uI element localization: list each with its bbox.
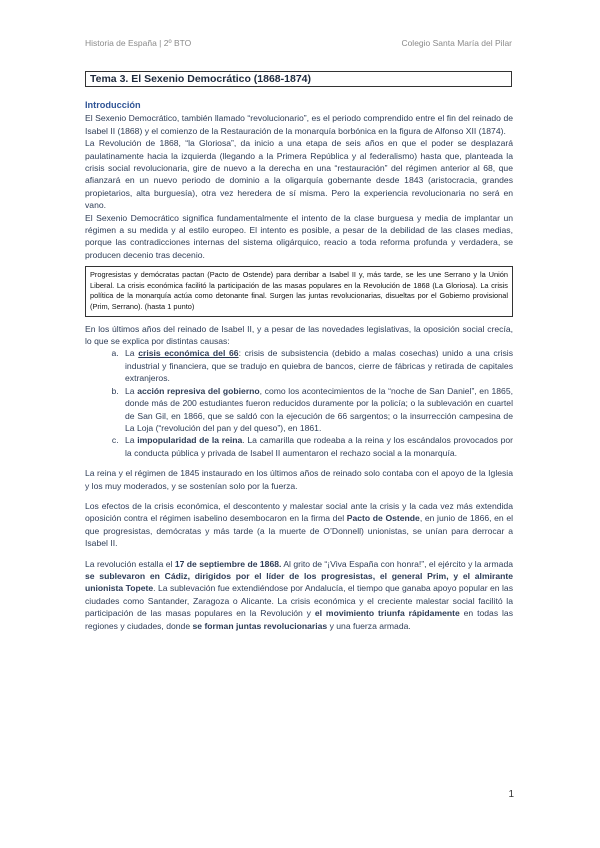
- cause-c: [121, 434, 513, 459]
- cause-c-term: impopularidad de la reina: [137, 435, 243, 446]
- intro-paragraph-3: El Sexenio Democrático significa fundamentalmente el intento de la clase burguesa y media de implantar un régimen a su medida y al estilo europeo. El intento es posible, a pesar de la debilidad de las clases medias, porque las contradicciones internas del sistema oligárquico, reacio a toda reforma profunda y verdadera, se producen decenio tras decenio.: [85, 212, 513, 260]
- revolution-juntas: se forman juntas revolucionarias: [192, 620, 328, 631]
- revolution-s3: Al grito de “¡Viva España con honra!”, el ejército y la armada: [281, 558, 514, 569]
- cause-b-text: , como los acontecimientos de la “noche de San Daniel”, en 1865, donde más de 200 estudiantes fueron reducidos duramente por la policía; o la sublevación en cuartel de San Gil, en 1866, que se saldó con la ejecución de 66 sargentos; o la insurrección campesina de La Loja (“revolución del pan y del queso”), en 1861.: [125, 385, 513, 433]
- revolution-s5: . La sublevación fue extendiéndose por Andalucía, el tiempo que ganaba apoyo popular en las ciudades como Santander, Zaragoza o Alicante. La crisis económica y el creciente malestar social facilitó la participación de las masas populares en la Revolución y: [85, 583, 513, 619]
- intro-heading: Introducción: [85, 100, 141, 110]
- revolution-triumph: el movimiento triunfa rápidamente: [314, 608, 460, 619]
- cause-a-term: crisis económica del 66: [138, 348, 239, 359]
- revolution-uprising: se sublevaron en Cádiz, dirigidos por el líder de los progresistas, el general Prim, y el almirante unionista Topete: [85, 570, 513, 594]
- summary-box: Progresistas y demócratas pactan (Pacto de Ostende) para derribar a Isabel II y, más tarde, se les une Serrano y la Unión Liberal. La crisis económica facilitó la participación de las masas populares en la Revolución de 1868 (La Gloriosa). La crisis política de la monarquía actúa como detonante final. Surgen las juntas revolucionarias, disueltas por el Gobierno provisional (Prim, Serrano). (hasta 1 punto): [85, 266, 513, 316]
- cause-b: [121, 385, 513, 435]
- revolution-s7: en todas las regiones y ciudades, donde: [85, 608, 513, 631]
- revolution-date: 17 de septiembre de 1868.: [174, 558, 282, 569]
- page-title: Tema 3. El Sexenio Democrático (1868-1874): [85, 71, 512, 87]
- document-body: [85, 99, 513, 632]
- cause-a-lead: La: [125, 348, 139, 359]
- causes-list: [85, 347, 513, 459]
- regime-paragraph: La reina y el régimen de 1845 instaurado en los últimos años de reinado solo contaba con el apoyo de la Iglesia y los muy moderados, y se sostenían solo por la fuerza.: [85, 468, 513, 491]
- ostende-term: Pacto de Ostende: [346, 513, 420, 524]
- cause-b-term: acción represiva del gobierno: [137, 385, 260, 396]
- ostende-paragraph: [85, 500, 513, 550]
- intro-paragraph-1: El Sexenio Democrático, también llamado “revolucionario”, es el periodo comprendido entre el fin del reinado de Isabel II (1868) y el comienzo de la Restauración de la monarquía borbónica en la figura de Alfonso XII (1874).: [85, 113, 513, 136]
- causes-intro: En los últimos años del reinado de Isabel II, y a pesar de las novedades legislativas, la oposición social crecía, lo que se explica por distintas causas:: [85, 323, 513, 347]
- revolution-s9: y una fuerza armada.: [327, 620, 411, 631]
- header-right: Colegio Santa María del Pilar: [401, 38, 512, 48]
- revolution-s1: La revolución estalla el: [85, 558, 175, 569]
- cause-c-text: . La camarilla que rodeaba a la reina y los escándalos provocados por la conducta pública y privada de Isabel II aumentaron el rechazo social a la monarquía.: [125, 435, 514, 458]
- cause-a-text: : crisis de subsistencia (debido a malas cosechas) unido a una crisis industrial y financiera, que se tradujo en quiebra de bancos, cierre de fábricas y retirada de capitales extranjeros.: [125, 348, 513, 384]
- cause-c-lead: La: [125, 435, 138, 446]
- header-left: Historia de España | 2º BTO: [85, 38, 192, 48]
- cause-a: [121, 347, 513, 384]
- ostende-post: , en junio de 1866, en el que progresistas, demócratas y más tarde (a la muerte de O’Donnell) unionistas, se unían para derrocar a Isabel II.: [85, 513, 514, 549]
- revolution-paragraph: [85, 558, 513, 632]
- cause-b-lead: La: [125, 385, 138, 396]
- ostende-pre: Los efectos de la crisis económica, el descontento y malestar social ante la crisis y la cada vez más extendida oposición contra el régimen isabelino desembocaron en la firma del: [85, 500, 513, 524]
- page-number: 1: [508, 789, 514, 800]
- intro-paragraph-2: La Revolución de 1868, “la Gloriosa”, da inicio a una etapa de seis años en que el poder se desplazará paulatinamente hacia la izquierda (llegando a la Primera República y al federalismo) hasta que, planteada la crisis social revolucionaria, gire de nuevo a la derecha en una “restauración” del régimen anterior al 68, que afianzará en un nuevo periodo de dominio a la oligarquía gobernante desde 1843 (aristocracia, grandes propietarios, alta burguesía), otra vez heredera de sí misma. Pero la experiencia revolucionaria no será en vano.: [85, 138, 513, 211]
